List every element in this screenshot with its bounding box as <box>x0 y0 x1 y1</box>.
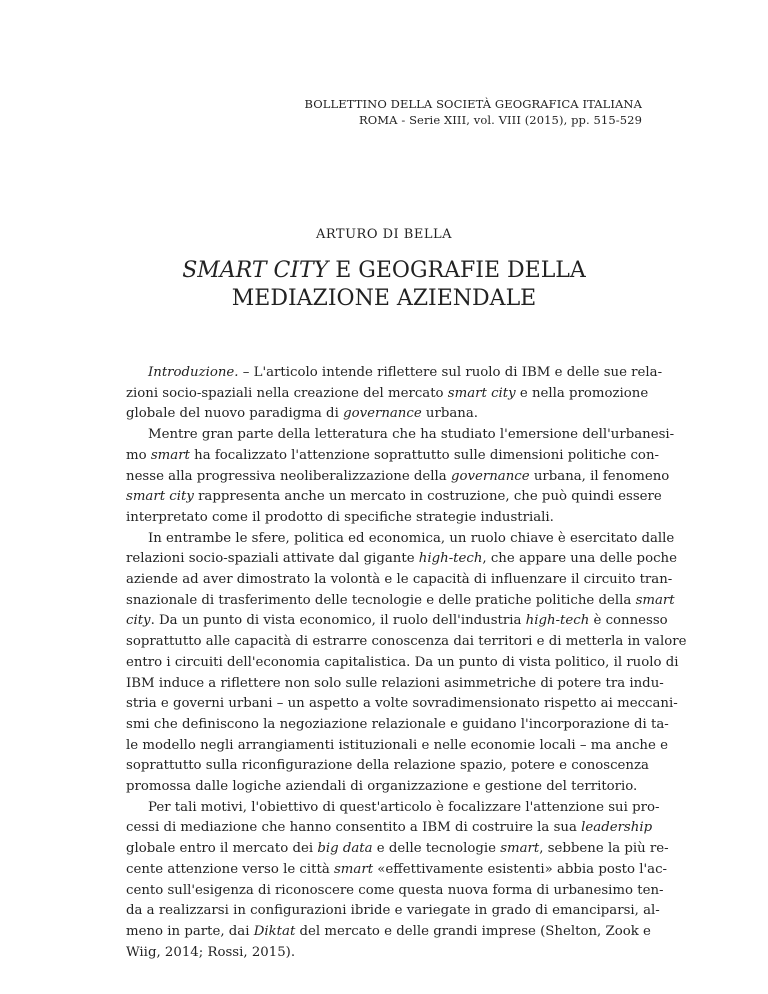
text-segment: da a realizzarsi in configurazioni ibride e variegate in grado di emanciparsi, al- <box>126 903 660 919</box>
text-segment: – L'articolo intende riflettere sul ruolo di IBM e delle sue rela- <box>238 365 663 380</box>
text-segment: zioni socio-spaziali nella creazione del mercato <box>126 385 448 401</box>
italic-term: city <box>126 613 151 629</box>
text-segment: . Da un punto di vista economico, il ruolo dell'industria <box>150 613 526 629</box>
journal-issue: ROMA - Serie XIII, vol. VIII (2015), pp. 515-529 <box>359 113 642 127</box>
text-line <box>126 736 668 757</box>
italic-term: governance <box>450 468 530 484</box>
paragraph <box>126 529 687 798</box>
text-segment: urbana. <box>421 406 479 422</box>
text-line <box>126 632 687 653</box>
text-line <box>126 549 677 570</box>
title-line2: MEDIAZIONE AZIENDALE <box>231 286 537 311</box>
text-line <box>126 777 642 798</box>
article-title <box>0 257 768 313</box>
text-line <box>126 860 668 881</box>
italic-term: governance <box>343 406 422 422</box>
text-segment: stria e governi urbani – un aspetto a volte sovradimensionato rispetto ai meccani- <box>126 696 678 712</box>
text-line <box>126 446 659 467</box>
text-line <box>126 529 675 550</box>
text-line <box>126 508 642 529</box>
journal-title: BOLLETTINO DELLA SOCIETÀ GEOGRAFICA ITALIANA <box>304 97 642 111</box>
journal-header <box>305 96 642 128</box>
text-line <box>126 901 660 922</box>
text-line <box>126 467 670 488</box>
text-segment: In entrambe le sfere, politica ed economica, un ruolo chiave è esercitato dalle <box>148 530 675 546</box>
text-line <box>126 653 679 674</box>
italic-term: smart <box>500 841 540 857</box>
text-line <box>126 384 649 405</box>
italic-term: Diktat <box>253 923 296 939</box>
text-line <box>126 943 642 964</box>
text-segment: IBM induce a riflettere non solo sulle relazioni asimmetriche di potere tra indu- <box>126 675 664 691</box>
title-line1-rest: E GEOGRAFIE DELLA <box>328 258 586 283</box>
article-author: ARTURO DI BELLA <box>315 227 453 242</box>
text-segment: cessi di mediazione che hanno consentito a IBM di costruire la sua <box>126 820 582 836</box>
text-segment: e delle tecnologie <box>372 841 501 857</box>
text-segment: soprattutto alle capacità di estrarre conoscenza dai territori e di metterla in valore <box>126 634 687 650</box>
text-segment: soprattutto sulla riconfigurazione della relazione spazio, potere e conoscenza <box>126 758 649 774</box>
text-line <box>126 487 662 508</box>
text-line <box>126 818 653 839</box>
text-line <box>126 591 675 612</box>
text-line <box>126 694 678 715</box>
text-segment: snazionale di trasferimento delle tecnologie e delle pratiche politiche della <box>126 592 636 608</box>
text-segment: globale del nuovo paradigma di <box>126 406 344 422</box>
italic-term: smart <box>333 861 374 877</box>
italic-term: Introduzione. <box>148 365 239 380</box>
text-segment: le modello negli arrangiamenti istituzionali e nelle economie locali – ma anche e <box>126 737 668 753</box>
text-segment: smi che definiscono la negoziazione relazionale e guidano l'incorporazione di ta- <box>126 716 669 732</box>
italic-term: high-tech <box>525 613 590 629</box>
text-segment: cento sull'esigenza di riconoscere come questa nuova forma di urbanesimo ten- <box>126 882 664 898</box>
text-line <box>126 570 673 591</box>
text-line <box>126 798 660 819</box>
text-segment: del mercato e delle grandi imprese (Shelton, Zook e <box>295 923 651 939</box>
text-segment: rappresenta anche un mercato in costruzione, che può quindi essere <box>193 489 662 505</box>
italic-term: smart <box>150 447 190 463</box>
text-segment: aziende ad aver dimostrato la volontà e le capacità di influenzare il circuito tran- <box>126 572 673 588</box>
text-segment: promossa dalle logiche aziendali di organizzazione e gestione del territorio. <box>126 779 638 795</box>
text-segment: «effettivamente esistenti» abbia posto l'ac- <box>373 861 668 877</box>
italic-term: high-tech <box>418 551 483 567</box>
text-segment: Per tali motivi, l'obiettivo di quest'articolo è focalizzare l'attenzione sui pro- <box>148 799 660 815</box>
text-line <box>126 611 668 632</box>
italic-term: smart city <box>126 489 194 505</box>
text-segment: Mentre gran parte della letteratura che ha studiato l'emersione dell'urbanesi- <box>148 427 675 443</box>
text-line <box>126 881 664 902</box>
text-segment: interpretato come il prodotto di specifiche strategie industriali. <box>126 509 554 525</box>
text-segment: ha focalizzato l'attenzione soprattutto sulle dimensioni politiche con- <box>189 447 659 463</box>
text-line <box>126 839 669 860</box>
text-line <box>126 756 649 777</box>
text-line <box>126 425 675 446</box>
text-segment: , che appare una delle poche <box>482 551 677 567</box>
italic-term: smart <box>635 592 675 608</box>
text-line <box>126 674 664 695</box>
text-segment: , sebbene la più re- <box>539 841 669 857</box>
italic-term: leadership <box>581 820 653 836</box>
text-segment: relazioni socio-spaziali attivate dal gigante <box>126 551 419 567</box>
text-line <box>126 404 642 425</box>
paragraph <box>126 425 675 529</box>
article-body <box>126 363 687 963</box>
paragraph <box>126 798 669 964</box>
text-segment: Wiig, 2014; Rossi, 2015). <box>126 944 296 960</box>
text-segment: urbana, il fenomeno <box>529 468 670 484</box>
text-segment: e nella promozione <box>515 385 649 401</box>
italic-term: smart city <box>447 385 516 401</box>
paragraph <box>126 363 663 425</box>
text-segment: entro i circuiti dell'economia capitalistica. Da un punto di vista politico, il ruolo di <box>126 654 679 670</box>
title-italic: SMART CITY <box>182 258 329 283</box>
text-line <box>126 922 651 943</box>
text-segment: meno in parte, dai <box>126 923 254 939</box>
text-segment: nesse alla progressiva neoliberalizzazione della <box>126 468 451 484</box>
italic-term: big data <box>317 841 373 857</box>
text-line <box>126 363 663 384</box>
text-segment: mo <box>126 447 151 463</box>
text-line <box>126 715 669 736</box>
text-segment: è connesso <box>589 613 668 629</box>
text-segment: cente attenzione verso le città <box>126 861 334 877</box>
text-segment: globale entro il mercato dei <box>126 841 318 857</box>
